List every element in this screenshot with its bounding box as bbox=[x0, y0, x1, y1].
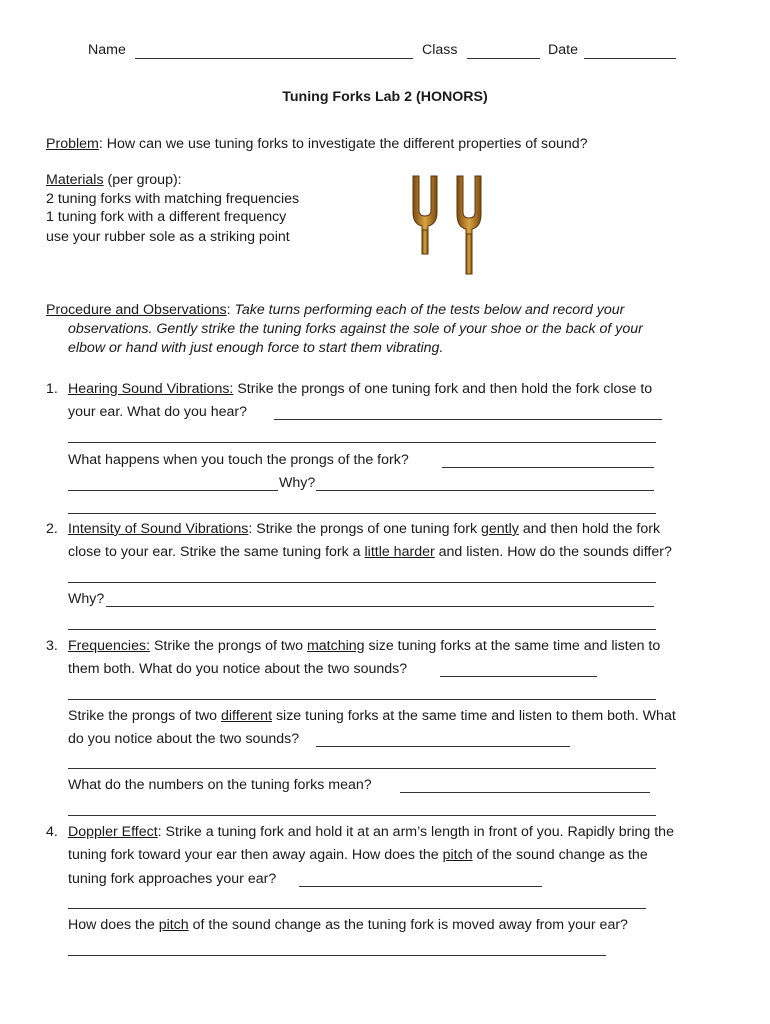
q2-line-1: Intensity of Sound Vibrations: Strike the prongs of one tuning fork gently and then hold the fork bbox=[68, 521, 661, 537]
q4-number: 4. bbox=[46, 824, 58, 840]
q2-answer-line[interactable] bbox=[106, 606, 654, 607]
page-title: Tuning Forks Lab 2 (HONORS) bbox=[282, 89, 488, 105]
q1-line-1: Hearing Sound Vibrations: Strike the prongs of one tuning fork and then hold the fork close to bbox=[68, 381, 653, 397]
tuning-forks-image bbox=[405, 172, 495, 282]
class-field[interactable] bbox=[467, 58, 540, 59]
q4-line-2: tuning fork toward your ear then away again. How does the pitch of the sound change as the bbox=[68, 847, 648, 863]
procedure-line-2: observations. Gently strike the tuning forks against the sole of your shoe or the back of your bbox=[68, 321, 643, 337]
q3-line-5: What do the numbers on the tuning forks mean? bbox=[68, 777, 372, 793]
q3-line-1: Frequencies: Strike the prongs of two matching size tuning forks at the same time and listen to bbox=[68, 638, 661, 654]
q2-answer-line[interactable] bbox=[68, 629, 656, 630]
materials-item: 1 tuning fork with a different frequency bbox=[46, 209, 287, 225]
q4-heading: Doppler Effect bbox=[68, 824, 158, 840]
q3-answer-line[interactable] bbox=[400, 792, 650, 793]
tuning-fork-left bbox=[413, 176, 437, 254]
procedure-label: Procedure and Observations bbox=[46, 302, 227, 318]
q1-answer-line[interactable] bbox=[68, 442, 656, 443]
q2-line-2: close to your ear. Strike the same tuning fork a little harder and listen. How do the sounds differ? bbox=[68, 544, 672, 560]
q2-number: 2. bbox=[46, 521, 58, 537]
q2-answer-line[interactable] bbox=[68, 582, 656, 583]
materials-item: 2 tuning forks with matching frequencies bbox=[46, 191, 300, 207]
q1-answer-line[interactable] bbox=[274, 419, 662, 420]
q4-answer-line[interactable] bbox=[68, 908, 646, 909]
q3-answer-line[interactable] bbox=[316, 746, 570, 747]
q1-answer-line[interactable] bbox=[442, 467, 654, 468]
q4-answer-line[interactable] bbox=[68, 955, 606, 956]
q2-why: Why? bbox=[68, 591, 105, 607]
materials-label: Materials bbox=[46, 172, 104, 188]
q1-question-2: What happens when you touch the prongs of the fork? bbox=[68, 452, 409, 468]
procedure-line-1: Procedure and Observations: Take turns performing each of the tests below and record your bbox=[46, 302, 625, 318]
q4-answer-line[interactable] bbox=[299, 886, 542, 887]
q4-line-4: How does the pitch of the sound change as the tuning fork is moved away from your ear? bbox=[68, 917, 628, 933]
q1-heading: Hearing Sound Vibrations: bbox=[68, 381, 234, 397]
problem-label: Problem bbox=[46, 136, 99, 152]
procedure-line-3: elbow or hand with just enough force to start them vibrating. bbox=[68, 340, 444, 356]
q3-answer-line[interactable] bbox=[440, 676, 597, 677]
materials-item: use your rubber sole as a striking point bbox=[46, 229, 290, 245]
q1-number: 1. bbox=[46, 381, 58, 397]
date-label: Date bbox=[548, 42, 578, 58]
q3-number: 3. bbox=[46, 638, 58, 654]
q3-answer-line[interactable] bbox=[68, 699, 656, 700]
q4-line-3: tuning fork approaches your ear? bbox=[68, 871, 277, 887]
class-label: Class bbox=[422, 42, 458, 58]
name-label: Name bbox=[88, 42, 126, 58]
q3-line-2: them both. What do you notice about the two sounds? bbox=[68, 661, 408, 677]
q3-answer-line[interactable] bbox=[68, 768, 656, 769]
q1-answer-line[interactable] bbox=[68, 490, 278, 491]
q1-line-2: your ear. What do you hear? bbox=[68, 404, 248, 420]
date-field[interactable] bbox=[584, 58, 676, 59]
q1-answer-line[interactable] bbox=[68, 513, 656, 514]
q3-heading: Frequencies: bbox=[68, 638, 151, 654]
problem-text: Problem: How can we use tuning forks to investigate the different properties of sound? bbox=[46, 136, 588, 152]
materials-heading: Materials (per group): bbox=[46, 172, 182, 188]
name-field[interactable] bbox=[135, 58, 413, 59]
q3-line-4: do you notice about the two sounds? bbox=[68, 731, 300, 747]
q1-answer-line[interactable] bbox=[316, 490, 654, 491]
q3-answer-line[interactable] bbox=[68, 815, 656, 816]
q2-heading: Intensity of Sound Vibrations bbox=[68, 521, 249, 537]
q3-line-3: Strike the prongs of two different size tuning forks at the same time and listen to them both. What bbox=[68, 708, 676, 724]
tuning-fork-right bbox=[457, 176, 481, 274]
q4-line-1: Doppler Effect: Strike a tuning fork and hold it at an arm’s length in front of you. Rapidly bring the bbox=[68, 824, 674, 840]
q1-why: Why? bbox=[279, 475, 316, 491]
